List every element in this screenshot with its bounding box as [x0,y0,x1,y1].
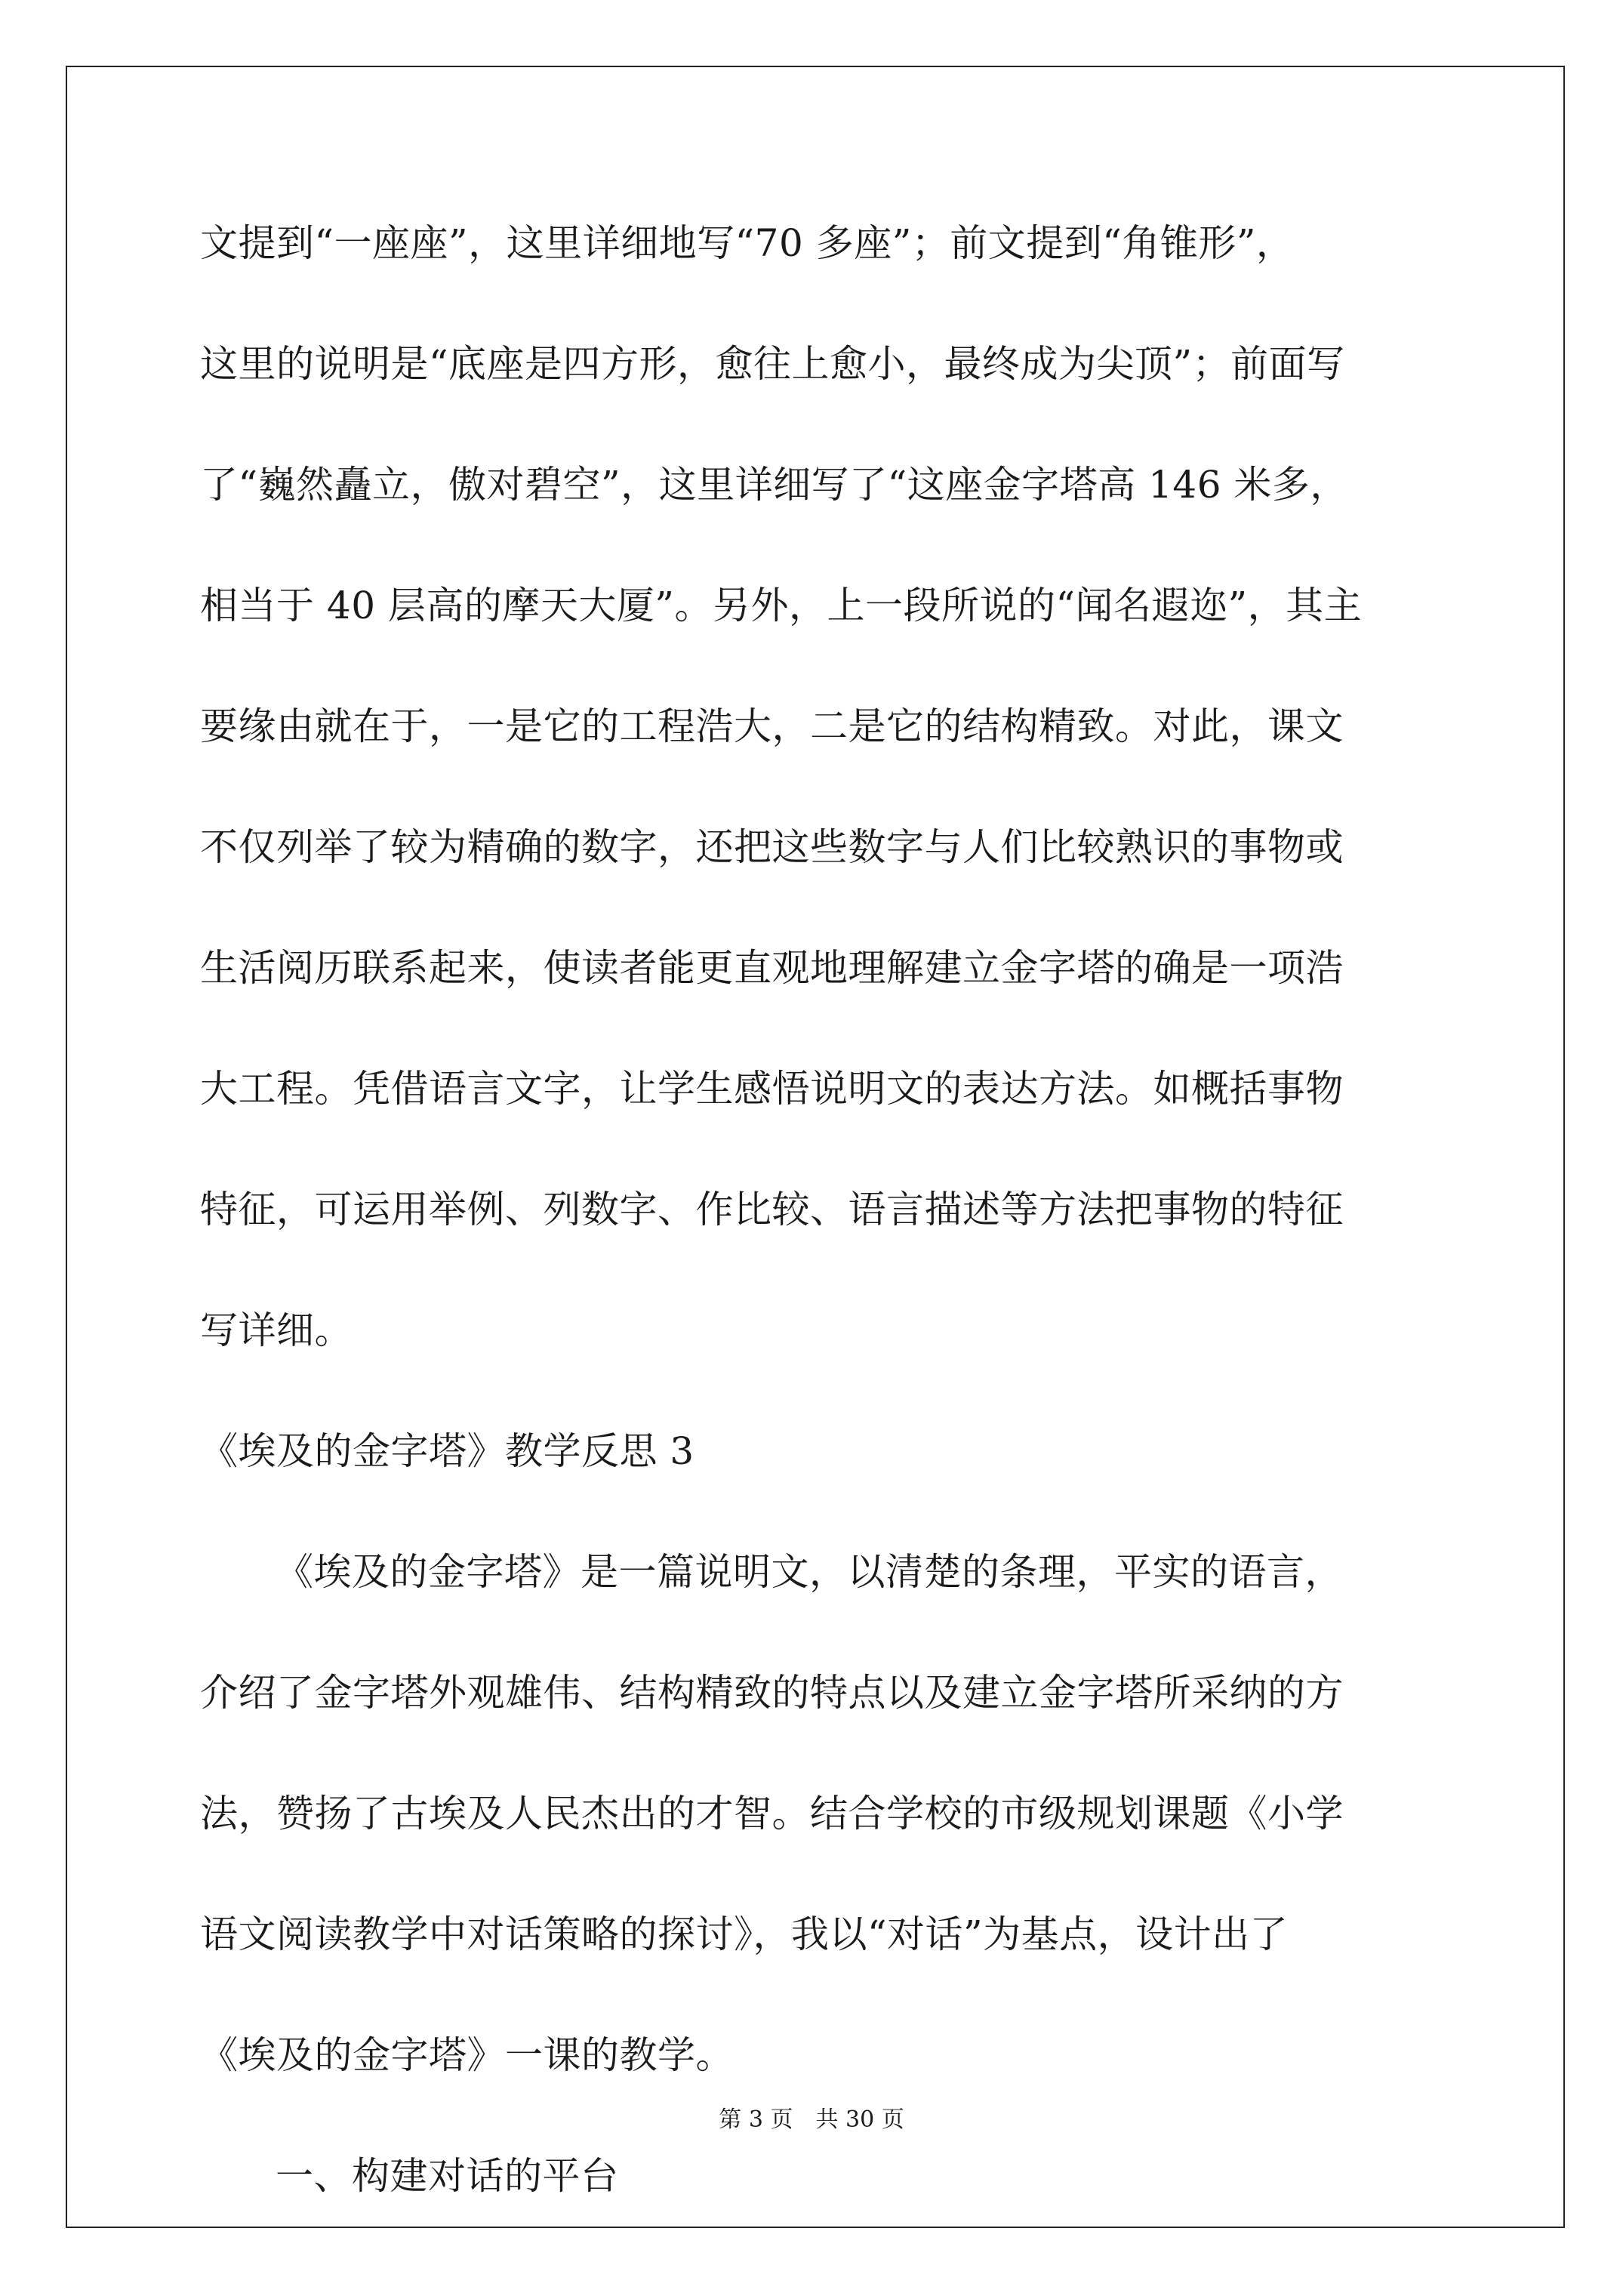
body-line: 特征，可运用举例、列数字、作比较、语言描述等方法把事物的特征 [200,1188,1344,1231]
body-line: 生活阅历联系起来，使读者能更直观地理解建立金字塔的确是一项浩 [200,946,1344,990]
paragraph-line: 《埃及的金字塔》是一篇说明文，以清楚的条理，平实的语言， [276,1550,1343,1594]
body-line: 了“巍然矗立，傲对碧空”，这里详细写了“这座金字塔高 146 米多， [200,463,1348,507]
body-line: 文提到“一座座”，这里详细地写“70 多座”；前文提到“角锥形”， [200,221,1295,265]
paragraph-line: 《埃及的金字塔》一课的教学。 [200,2033,734,2077]
subheading: 一、构建对话的平台 [276,2154,619,2198]
paragraph-line: 法，赞扬了古埃及人民杰出的才智。结合学校的市级规划课题《小学 [200,1792,1344,1835]
body-line: 相当于 40 层高的摩天大厦”。另外，上一段所说的“闻名遐迩”，其主 [200,584,1363,627]
body-line: 写详细。 [200,1308,353,1352]
page-border [66,66,1565,2228]
body-line: 这里的说明是“底座是四方形，愈往上愈小，最终成为尖顶”；前面写 [200,342,1345,386]
body-line: 要缘由就在于，一是它的工程浩大，二是它的结构精致。对此，课文 [200,704,1344,748]
body-line: 大工程。凭借语言文字，让学生感悟说明文的表达方法。如概括事物 [200,1067,1344,1111]
body-line: 不仅列举了较为精确的数字，还把这些数字与人们比较熟识的事物或 [200,825,1344,869]
section-title: 《埃及的金字塔》教学反思 3 [200,1429,694,1473]
paragraph-line: 语文阅读教学中对话策略的探讨》，我以“对话”为基点，设计出了 [200,1912,1289,1956]
page-footer: 第 3 页 共 30 页 [719,2106,904,2133]
paragraph-line: 介绍了金字塔外观雄伟、结构精致的特点以及建立金字塔所采纳的方 [200,1671,1344,1715]
